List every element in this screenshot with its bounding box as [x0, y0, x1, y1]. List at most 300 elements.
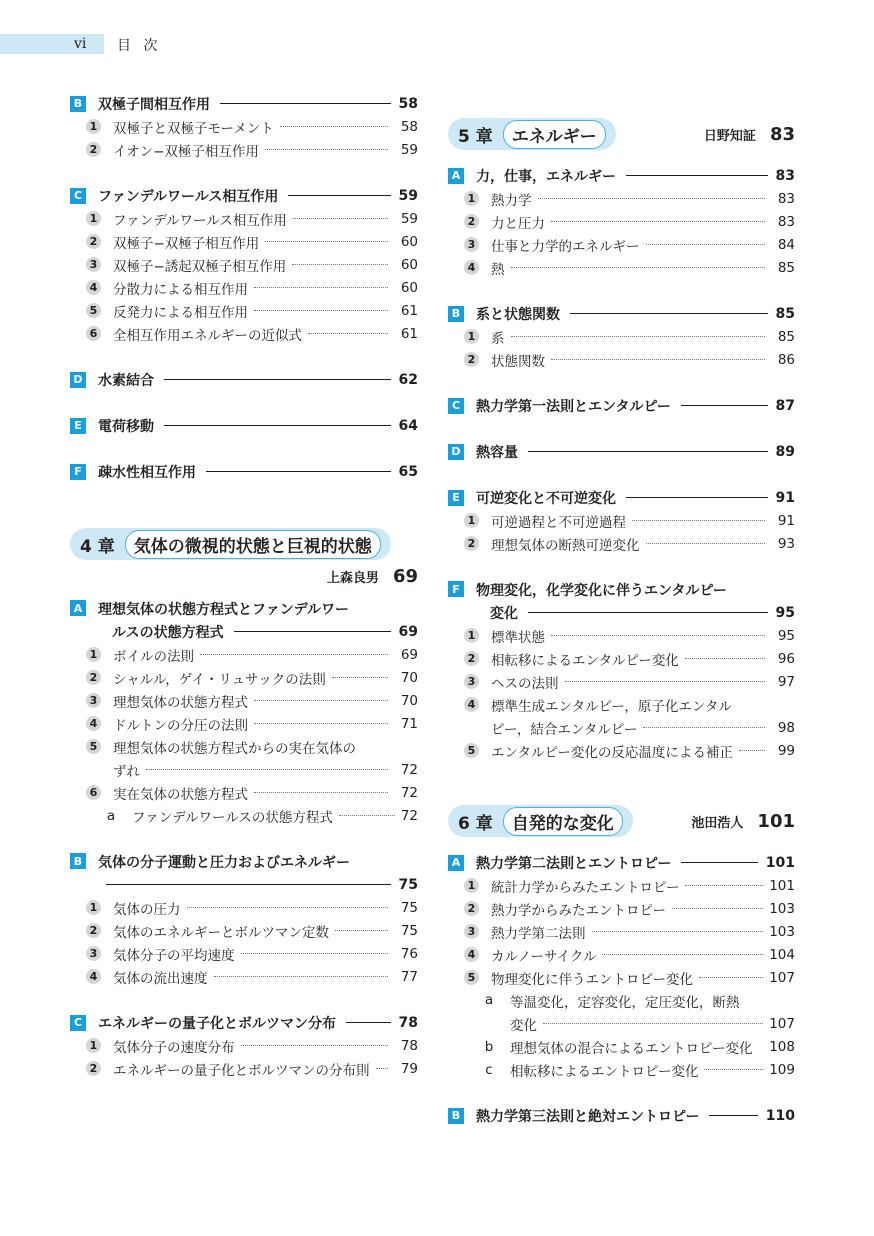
section-badge: D [70, 372, 86, 388]
item-page: 96 [777, 650, 795, 667]
toc-item[interactable] [448, 693, 795, 739]
item-number: 2 [86, 234, 101, 249]
chapter-number: 5 章 [458, 126, 493, 147]
toc-item[interactable] [70, 896, 418, 919]
item-number: 2 [464, 651, 479, 666]
dot-leader [543, 1023, 763, 1024]
toc-subitem[interactable] [70, 804, 418, 827]
subitem-letter: b [484, 1038, 494, 1055]
item-title: 気体の圧力 [113, 901, 181, 918]
dot-leader [376, 1068, 389, 1069]
subitem-title-line1: 等温変化，定容変化，定圧変化，断熱 [510, 994, 740, 1011]
item-number: 1 [464, 329, 479, 344]
toc-item[interactable] [448, 532, 795, 555]
item-number: 3 [86, 946, 101, 961]
item-title: 可逆過程と不可逆過程 [491, 514, 626, 531]
item-page: 85 [777, 328, 795, 345]
subitem-title: ファンデルワールスの状態方程式 [132, 809, 333, 826]
chapter-pill [70, 528, 391, 560]
section-title: 双極子間相互作用 [98, 96, 210, 113]
toc-item[interactable] [70, 965, 418, 988]
item-page: 75 [400, 899, 418, 916]
toc-right-column [448, 92, 795, 1127]
item-page: 70 [400, 669, 418, 686]
item-title: 熱力学 [491, 192, 532, 209]
section-title: エネルギーの量子化とボルツマン分布 [98, 1015, 336, 1032]
item-number: 5 [86, 303, 101, 318]
toc-item[interactable] [70, 276, 418, 299]
dot-leader [632, 520, 765, 521]
chapter-author: 池田浩人 [691, 815, 744, 831]
item-title: 全相互作用エネルギーの近似式 [113, 327, 302, 344]
item-number: 1 [86, 211, 101, 226]
section-page: 89 [775, 443, 795, 460]
toc-item[interactable] [70, 322, 418, 345]
section-page: 59 [398, 187, 418, 204]
subitem-letter: a [484, 992, 494, 1008]
item-page: 69 [400, 646, 418, 663]
item-number: 4 [86, 969, 101, 984]
toc-item[interactable] [70, 115, 418, 138]
dot-leader [704, 1069, 763, 1070]
item-title-line2: ピー，結合エンタルピー [491, 721, 638, 738]
section-badge: F [70, 464, 86, 480]
section-title: 水素結合 [98, 372, 154, 389]
section-badge: B [448, 1108, 464, 1124]
toc-item[interactable] [448, 509, 795, 532]
item-number: 2 [464, 901, 479, 916]
section-page: 78 [398, 1014, 418, 1031]
section-page: 101 [765, 854, 795, 871]
toc-item[interactable] [70, 942, 418, 965]
item-number: 3 [464, 237, 479, 252]
item-page: 83 [777, 213, 795, 230]
chapter-number: 4 章 [80, 536, 115, 557]
item-page: 76 [400, 945, 418, 962]
toc-subitem[interactable] [448, 1058, 795, 1081]
section-title: 熱力学第二法則とエントロピー [476, 855, 672, 872]
subitem-page: 107 [769, 1015, 795, 1032]
item-page: 61 [400, 302, 418, 319]
toc-subitem[interactable] [448, 989, 795, 1035]
section-title: 力，仕事，エネルギー [476, 168, 616, 185]
item-title-line2: ずれ [113, 763, 140, 780]
section-title-line1: 理想気体の状態方程式とファンデルワー [98, 601, 350, 618]
toc-item[interactable] [70, 689, 418, 712]
page-title: 目 次 [117, 38, 162, 54]
item-title: ファンデルワールス相互作用 [113, 212, 287, 229]
item-page: 83 [777, 190, 795, 207]
subitem-title: 理想気体の混合によるエントロピー変化 [510, 1040, 753, 1057]
item-number: 3 [86, 257, 101, 272]
chapter-author-row [70, 566, 418, 587]
dot-leader [685, 885, 763, 886]
dot-leader [511, 267, 766, 268]
toc-item[interactable] [70, 1034, 418, 1057]
dot-leader [646, 543, 766, 544]
dot-leader [643, 727, 765, 728]
dot-leader [254, 723, 388, 724]
subitem-title-line2: 変化 [510, 1017, 537, 1034]
toc-section[interactable] [448, 578, 795, 624]
dot-leader [538, 198, 766, 199]
dot-leader [187, 907, 389, 908]
toc-section[interactable] [70, 1011, 418, 1034]
toc-section[interactable] [448, 851, 795, 874]
leader-rule [164, 425, 391, 426]
item-page: 60 [400, 279, 418, 296]
item-number: 6 [86, 785, 101, 800]
section-title: 可逆変化と不可逆変化 [476, 490, 616, 507]
item-title: 系 [491, 330, 505, 347]
item-page: 97 [777, 673, 795, 690]
toc-item[interactable] [70, 735, 418, 781]
chapter-title: 自発的な変化 [503, 807, 623, 836]
dot-leader [551, 359, 765, 360]
item-page: 72 [400, 761, 418, 778]
leader-rule [528, 612, 768, 613]
toc-item[interactable] [70, 666, 418, 689]
item-title: 熱力学からみたエントロピー [491, 902, 666, 919]
toc-item[interactable] [70, 253, 418, 276]
section-badge: C [70, 188, 86, 204]
item-title: 熱力学第二法則 [491, 925, 586, 942]
section-page: 75 [398, 876, 418, 893]
toc-item[interactable] [448, 966, 795, 989]
toc-section[interactable] [448, 1104, 795, 1127]
item-title: 相転移によるエンタルピー変化 [491, 652, 679, 669]
toc-section[interactable] [70, 850, 418, 896]
item-page: 61 [400, 325, 418, 342]
section-title-line2: 変化 [490, 605, 518, 622]
item-page: 93 [777, 535, 795, 552]
chapter-title: エネルギー [503, 120, 606, 149]
section-title: 疎水性相互作用 [98, 464, 196, 481]
section-page: 83 [775, 167, 795, 184]
item-page: 101 [769, 877, 795, 894]
dot-leader [200, 654, 388, 655]
section-badge: A [70, 600, 86, 616]
item-number: 3 [86, 693, 101, 708]
toc-section[interactable] [70, 460, 418, 483]
toc-item[interactable] [448, 348, 795, 371]
item-title: 標準状態 [491, 629, 545, 646]
toc-item[interactable] [448, 943, 795, 966]
toc-item[interactable] [70, 207, 418, 230]
section-title-line2: ルスの状態方程式 [112, 624, 224, 641]
section-badge: E [70, 418, 86, 434]
item-title: 双極子と双極子モーメント [113, 120, 274, 137]
section-badge: E [448, 490, 464, 506]
dot-leader [739, 750, 765, 751]
toc-item[interactable] [70, 643, 418, 666]
section-page: 64 [398, 417, 418, 434]
dot-leader [592, 931, 764, 932]
subitem-page: 109 [769, 1061, 795, 1078]
item-title: 理想気体の断熱可逆変化 [491, 537, 640, 554]
leader-rule [206, 471, 391, 472]
dot-leader [672, 908, 763, 909]
toc-item[interactable] [448, 739, 795, 762]
toc-left-column [70, 92, 418, 1080]
toc-item[interactable] [448, 647, 795, 670]
leader-rule [346, 1022, 391, 1023]
item-title-line1: 標準生成エンタルピー，原子化エンタル [491, 698, 732, 715]
item-number: 2 [86, 670, 101, 685]
chapter-heading[interactable] [70, 528, 418, 560]
section-title: 熱容量 [476, 444, 518, 461]
item-title: エンタルピー変化の反応温度による補正 [491, 744, 733, 761]
section-page: 95 [775, 604, 795, 621]
toc-item[interactable] [70, 230, 418, 253]
dot-leader [602, 954, 763, 955]
item-number: 5 [464, 970, 479, 985]
toc-section[interactable] [70, 368, 418, 391]
dot-leader [254, 700, 388, 701]
item-title: 気体分子の速度分布 [113, 1039, 235, 1056]
item-title: 実在気体の状態方程式 [113, 786, 248, 803]
chapter-heading[interactable] [448, 805, 795, 837]
section-badge: B [70, 853, 86, 869]
toc-item[interactable] [70, 299, 418, 322]
chapter-pill [448, 118, 616, 150]
item-number: 2 [86, 142, 101, 157]
item-title: ボイルの法則 [113, 648, 194, 665]
dot-leader [241, 953, 389, 954]
dot-leader [551, 221, 765, 222]
dot-leader [146, 769, 388, 770]
item-page: 104 [769, 946, 795, 963]
dot-leader [565, 681, 766, 682]
item-number: 1 [464, 191, 479, 206]
toc-item[interactable] [448, 670, 795, 693]
chapter-page: 69 [392, 566, 418, 587]
item-title: 状態関数 [491, 353, 545, 370]
item-title-line1: 理想気体の状態方程式からの実在気体の [113, 740, 356, 757]
leader-rule [681, 862, 757, 863]
item-title: 反発力による相互作用 [113, 304, 248, 321]
section-badge: A [448, 168, 464, 184]
page-number: vi [74, 36, 87, 52]
section-badge: C [448, 398, 464, 414]
section-badge: F [448, 581, 464, 597]
item-number: 5 [86, 739, 101, 754]
subitem-letter: a [106, 807, 116, 824]
section-badge: B [448, 306, 464, 322]
dot-leader [254, 287, 388, 288]
section-page: 91 [775, 489, 795, 506]
chapter-author: 日野知証 [703, 128, 756, 144]
leader-rule [106, 884, 391, 885]
leader-rule [164, 379, 391, 380]
chapter-pill [448, 805, 633, 837]
dot-leader [551, 635, 765, 636]
item-title: 熱 [491, 261, 505, 278]
toc-section[interactable] [448, 164, 795, 187]
item-page: 79 [400, 1060, 418, 1077]
item-number: 6 [86, 326, 101, 341]
dot-leader [265, 149, 388, 150]
dot-leader [254, 310, 388, 311]
toc-item[interactable] [448, 233, 795, 256]
item-title: 分散力による相互作用 [113, 281, 248, 298]
item-number: 4 [86, 716, 101, 731]
item-title: ヘスの法則 [491, 675, 559, 692]
toc-section[interactable] [70, 597, 418, 643]
subitem-letter: c [485, 1061, 493, 1078]
toc-section[interactable] [448, 302, 795, 325]
section-title: ファンデルワールス相互作用 [98, 188, 279, 205]
item-title: 物理変化に伴うエントロピー変化 [491, 971, 693, 988]
section-page: 58 [398, 95, 418, 112]
dot-leader [699, 977, 763, 978]
leader-rule [681, 405, 768, 406]
dot-leader [292, 264, 388, 265]
item-number: 1 [86, 1038, 101, 1053]
item-title: イオン−双極子相互作用 [113, 143, 259, 160]
section-badge: A [448, 855, 464, 871]
section-page: 62 [398, 371, 418, 388]
item-number: 1 [464, 878, 479, 893]
dot-leader [280, 126, 388, 127]
leader-rule [709, 1115, 757, 1116]
item-number: 1 [464, 628, 479, 643]
chapter-author: 上森良男 [326, 571, 379, 586]
item-number: 2 [86, 923, 101, 938]
section-page: 110 [765, 1107, 795, 1124]
item-title: ドルトンの分圧の法則 [113, 717, 248, 734]
item-number: 3 [464, 674, 479, 689]
section-page: 69 [398, 623, 418, 640]
item-number: 2 [464, 352, 479, 367]
toc-item[interactable] [448, 187, 795, 210]
item-title: 理想気体の状態方程式 [113, 694, 248, 711]
dot-leader [254, 792, 388, 793]
dot-leader [339, 815, 395, 816]
section-title-line1: 物理変化，化学変化に伴うエンタルピー [476, 582, 727, 599]
item-page: 59 [400, 141, 418, 158]
toc-item[interactable] [70, 781, 418, 804]
dot-leader [308, 333, 388, 334]
section-page: 87 [775, 397, 795, 414]
toc-item[interactable] [448, 210, 795, 233]
toc-subitem[interactable] [448, 1035, 795, 1058]
toc-item[interactable] [70, 1057, 418, 1080]
item-page: 60 [400, 256, 418, 273]
item-page: 95 [777, 627, 795, 644]
toc-section[interactable] [70, 92, 418, 115]
header-band [0, 34, 104, 54]
subitem-title: 相転移によるエントロピー変化 [510, 1063, 699, 1080]
section-page: 65 [398, 463, 418, 480]
toc-item[interactable] [448, 920, 795, 943]
item-page: 107 [769, 969, 795, 986]
item-page: 77 [400, 968, 418, 985]
section-title: 系と状態関数 [476, 306, 560, 323]
toc-item[interactable] [448, 256, 795, 279]
toc-item[interactable] [448, 874, 795, 897]
item-title: 気体の流出速度 [113, 970, 208, 987]
chapter-heading[interactable] [448, 118, 795, 150]
dot-leader [214, 976, 389, 977]
item-title: 仕事と力学的エネルギー [491, 238, 640, 255]
item-number: 1 [86, 647, 101, 662]
item-number: 1 [86, 900, 101, 915]
dot-leader [293, 218, 388, 219]
toc-section[interactable] [70, 184, 418, 207]
item-page: 84 [777, 236, 795, 253]
leader-rule [528, 451, 768, 452]
dot-leader [511, 336, 766, 337]
dot-leader [332, 677, 388, 678]
item-page: 85 [777, 259, 795, 276]
item-number: 4 [464, 697, 479, 712]
toc-item[interactable] [70, 712, 418, 735]
subitem-page: 108 [769, 1038, 795, 1055]
item-number: 4 [464, 260, 479, 275]
dot-leader [335, 930, 388, 931]
toc-section[interactable] [448, 486, 795, 509]
toc-item[interactable] [448, 325, 795, 348]
item-page: 72 [400, 784, 418, 801]
dot-leader [241, 1045, 389, 1046]
leader-rule [626, 175, 768, 176]
dot-leader [265, 241, 388, 242]
item-number: 3 [464, 924, 479, 939]
item-number: 2 [464, 536, 479, 551]
toc-item[interactable] [448, 624, 795, 647]
toc-item[interactable] [448, 897, 795, 920]
item-page: 103 [769, 900, 795, 917]
item-title: カルノーサイクル [491, 948, 597, 965]
item-page: 91 [777, 512, 795, 529]
toc-section[interactable] [448, 440, 795, 463]
section-title: 熱力学第三法則と絶対エントロピー [476, 1108, 700, 1125]
toc-section[interactable] [70, 414, 418, 437]
item-page: 99 [777, 742, 795, 759]
toc-section[interactable] [448, 394, 795, 417]
item-page: 103 [769, 923, 795, 940]
item-page: 59 [400, 210, 418, 227]
item-page: 71 [400, 715, 418, 732]
leader-rule [234, 631, 391, 632]
subitem-page: 72 [400, 807, 418, 824]
item-page: 86 [777, 351, 795, 368]
section-title: 気体の分子運動と圧力およびエネルギー [98, 854, 350, 871]
item-title: 双極子−双極子相互作用 [113, 235, 260, 252]
item-title: 力と圧力 [491, 215, 545, 232]
item-number: 2 [464, 214, 479, 229]
section-title: 電荷移動 [98, 418, 154, 435]
chapter-page: 101 [757, 810, 795, 832]
toc-item[interactable] [70, 919, 418, 942]
item-page: 98 [777, 719, 795, 736]
dot-leader [685, 658, 765, 659]
section-badge: B [70, 96, 86, 112]
chapter-page: 83 [769, 123, 795, 145]
dot-leader [646, 244, 766, 245]
item-number: 1 [464, 513, 479, 528]
item-page: 78 [400, 1037, 418, 1054]
item-page: 70 [400, 692, 418, 709]
toc-item[interactable] [70, 138, 418, 161]
leader-rule [626, 497, 768, 498]
item-title: シャルル，ゲイ・リュサックの法則 [113, 671, 326, 688]
item-title: エネルギーの量子化とボルツマンの分布則 [113, 1062, 370, 1079]
item-number: 4 [86, 280, 101, 295]
leader-rule [220, 103, 391, 104]
item-title: 気体分子の平均速度 [113, 947, 235, 964]
